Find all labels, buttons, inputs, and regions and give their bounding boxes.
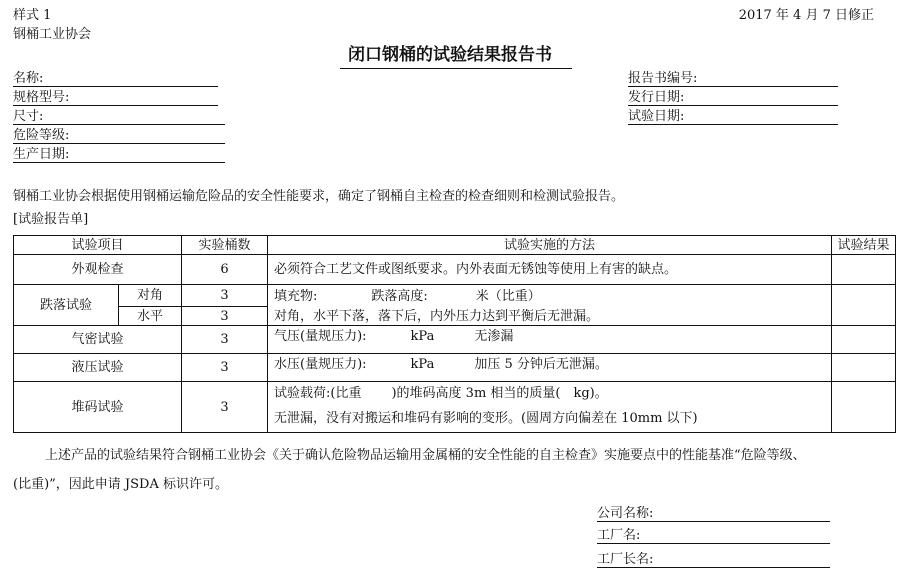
airtight-result-cell[interactable] <box>832 326 896 354</box>
table-row <box>14 354 896 382</box>
hydraulic-criterion: 加压 5 分钟后无泄漏。 <box>474 357 608 372</box>
name-field[interactable] <box>13 69 218 87</box>
header-test-method: 试验实施的方法 <box>268 236 832 255</box>
conclusion-line2: (比重)”，因此申请 JSDA 标识许可。 <box>13 477 228 492</box>
appearance-method: 必须符合工艺文件或图纸要求。内外表面无锈蚀等使用上有害的缺点。 <box>268 255 832 285</box>
table-row <box>14 326 896 354</box>
company-name-field[interactable] <box>597 504 830 522</box>
hazard-class-label: 危险等级: <box>13 128 70 143</box>
header-test-result: 试验结果 <box>832 236 896 255</box>
header-drum-count: 实验桶数 <box>182 236 268 255</box>
title-underline <box>340 68 572 69</box>
stacking-count: 3 <box>182 382 268 433</box>
table-row <box>14 285 896 307</box>
size-field[interactable] <box>13 107 225 125</box>
drop-result-cell[interactable] <box>832 285 896 326</box>
appearance-item: 外观检查 <box>14 255 182 285</box>
stacking-load-desc: )的堆码高度 3m 相当的质量( kg)。 <box>391 386 608 401</box>
drop-method <box>268 285 832 326</box>
table-row <box>14 255 896 285</box>
test-date-field[interactable] <box>628 107 838 125</box>
conclusion-line1: 上述产品的试验结果符合钢桶工业协会《关于确认危险物品运输用金属桶的安全性能的自主检查》实施要点中的性能基准“危险等级、 <box>45 448 806 463</box>
hydraulic-result-cell[interactable] <box>832 354 896 382</box>
stacking-item: 堆码试验 <box>14 382 182 433</box>
stacking-result-cell[interactable] <box>832 382 896 433</box>
drop-height-label: 跌落高度: <box>371 289 428 304</box>
stacking-load-label: 试验载荷:(比重 <box>274 386 362 401</box>
appearance-result-cell[interactable] <box>832 255 896 285</box>
drop-unit-label: 米（比重） <box>475 289 541 304</box>
hydraulic-pressure-label: 水压(量规压力): <box>274 357 367 372</box>
factory-manager-label: 工厂长名: <box>597 552 654 567</box>
factory-name-label: 工厂名: <box>597 528 641 543</box>
report-number-field[interactable] <box>628 69 838 87</box>
drop-count-diagonal: 3 <box>182 285 268 307</box>
stacking-method-line1 <box>274 387 608 400</box>
hydraulic-item: 液压试验 <box>14 354 182 382</box>
size-label: 尺寸: <box>13 109 44 124</box>
hazard-class-field[interactable] <box>13 126 225 144</box>
drop-sub-horizontal: 水平 <box>119 307 182 326</box>
drop-sub-diagonal: 对角 <box>119 285 182 307</box>
section-label: [试验报告单] <box>13 212 89 227</box>
drop-count-horizontal: 3 <box>182 307 268 326</box>
production-date-label: 生产日期: <box>13 147 70 162</box>
airtight-criterion: 无渗漏 <box>474 329 514 344</box>
drop-item: 跌落试验 <box>14 285 119 326</box>
production-date-field[interactable] <box>13 145 225 163</box>
model-field[interactable] <box>13 88 218 106</box>
intro-text: 钢桶工业协会根据使用钢桶运输危险品的安全性能要求，确定了钢桶自主检查的检查细则和检测试验报告。 <box>13 189 625 204</box>
drop-method-line1 <box>274 290 541 303</box>
revision-date: 2017 年 4 月 7 日修正 <box>738 8 874 23</box>
hydraulic-method <box>268 354 832 382</box>
airtight-unit: kPa <box>410 329 435 344</box>
stacking-method-line2: 无泄漏，没有对搬运和堆码有影响的变形。(圆周方向偏差在 10mm 以下) <box>274 411 698 426</box>
report-number-label: 报告书编号: <box>628 71 698 86</box>
table-row <box>14 382 896 433</box>
stacking-method <box>268 382 832 433</box>
appearance-count: 6 <box>182 255 268 285</box>
name-label: 名称: <box>13 71 44 86</box>
airtight-item: 气密试验 <box>14 326 182 354</box>
hydraulic-count: 3 <box>182 354 268 382</box>
form-number: 样式 1 <box>13 8 52 23</box>
hydraulic-unit: kPa <box>410 357 435 372</box>
issue-date-field[interactable] <box>628 88 838 106</box>
company-name-label: 公司名称: <box>597 506 654 521</box>
test-date-label: 试验日期: <box>628 109 685 124</box>
airtight-count: 3 <box>182 326 268 354</box>
drop-method-line2: 对角，水平下落，落下后，内外压力达到平衡后无泄漏。 <box>274 309 600 324</box>
table-header-row <box>14 236 896 255</box>
model-label: 规格型号: <box>13 90 70 105</box>
airtight-method <box>268 326 832 354</box>
issue-date-label: 发行日期: <box>628 90 685 105</box>
factory-name-field[interactable] <box>597 526 830 544</box>
issuing-organization: 钢桶工业协会 <box>13 27 92 42</box>
drop-filler-label: 填充物: <box>274 289 318 304</box>
header-test-item: 试验项目 <box>14 236 182 255</box>
airtight-pressure-label: 气压(量规压力): <box>274 329 367 344</box>
factory-manager-field[interactable] <box>597 550 830 568</box>
document-title: 闭口钢桶的试验结果报告书 <box>348 45 552 65</box>
test-report-table <box>13 235 896 433</box>
